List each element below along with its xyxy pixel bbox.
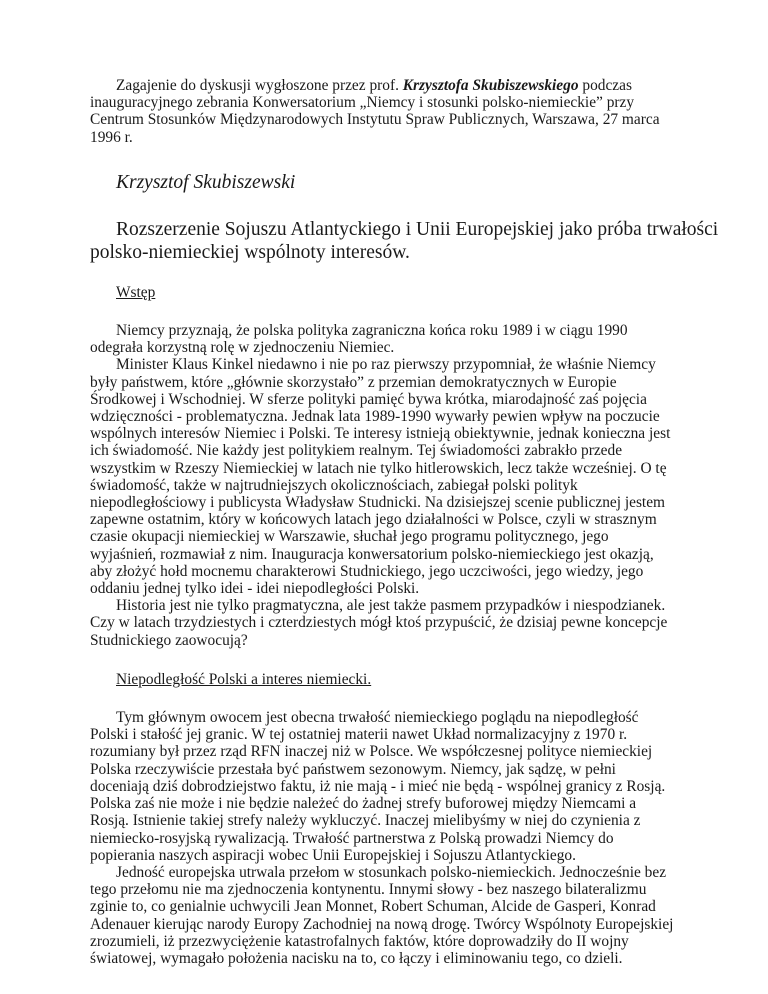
text-line: Środkowej i Wschodniej. W sferze polityki pamięć bywa krótka, miarodajność zaś pojęcia	[90, 390, 647, 408]
text-line: popierania naszych aspiracji wobec Unii Europejskiej i Sojuszu Atlantyckiego.	[90, 846, 576, 864]
text-line: czasie okupacji niemieckiej w Warszawie, słuchał jego programu politycznego, jego	[90, 528, 609, 546]
intro-line-3: Centrum Stosunków Międzynarodowych Instytutu Spraw Publicznych, Warszawa, 27 marca	[90, 111, 660, 129]
text-line: świadomość, także w najtrudniejszych okolicznościach, zabiegał polski polityk	[90, 476, 578, 494]
text-line: Niemcy przyznają, że polska polityka zagraniczna końca roku 1989 i w ciągu 1990	[116, 322, 628, 340]
text-line: Jedność europejska utrwala przełom w stosunkach polsko-niemieckich. Jednocześnie bez	[116, 863, 667, 881]
text-line: zapewne ostatnim, który w końcowych latach jego działalności w Polsce, czyli w strasznym	[90, 511, 657, 529]
intro-rest-text: podczas	[578, 77, 632, 94]
intro-lead-text: Zagajenie do dyskusji wygłoszone przez prof.	[116, 77, 403, 94]
text-line: Polska zaś nie może i nie będzie należeć do żadnej strefy buforowej między Niemcami a	[90, 795, 637, 813]
intro-paragraph	[90, 77, 661, 146]
text-line: światowej, wymagało położenia nacisku na to, co łączy i eliminowaniu tego, co dzieli.	[90, 949, 623, 967]
text-line: tego przełomu nie ma zjednoczenia kontynentu. Innymi słowy - bez naszego bilateralizmu	[90, 881, 647, 899]
text-line: Czy w latach trzydziestych i czterdziestych mógł ktoś przypuścić, że dzisiaj pewne koncepcje	[90, 614, 668, 632]
text-line: niepodległościowy i publicysta Władysław Studnicki. Na dzisiejszej scenie publicznej jestem	[90, 494, 666, 512]
text-line: Polska rzeczywiście przestała być państwem sezonowym. Niemcy, jak sądzę, w pełni	[90, 760, 616, 778]
text-line: Rosją. Istnienie takiej strefy należy wykluczyć. Inaczej mielibyśmy w niej do czynienia z	[90, 812, 641, 830]
title-line-1: Rozszerzenie Sojuszu Atlantyckiego i Unii Europejskiej jako próba trwałości	[116, 218, 719, 240]
text-line: ich świadomość. Nie każdy jest politykiem realnym. Tej świadomości zabrakło przede	[90, 442, 623, 460]
section-independence-body	[90, 709, 674, 967]
text-line: zginie to, co genialnie uchwycili Jean Monnet, Robert Schuman, Alcide de Gasperi, Konrad	[90, 898, 656, 916]
text-line: zrozumieli, iż przezwyciężenie katastrofalnych faktów, które doprowadziły do II wojny	[90, 932, 629, 950]
section-heading-intro: Wstęp	[116, 283, 156, 301]
text-line: Polski i stałość jej granic. W tej ostatniej materii nawet Układ normalizacyjny z 1970 r.	[90, 726, 628, 744]
text-line: Historia jest nie tylko pragmatyczna, ale jest także pasmem przypadków i niespodzianek.	[116, 597, 666, 615]
section-intro-body	[90, 322, 671, 649]
section-heading-independence: Niepodległość Polski a interes niemiecki.	[116, 670, 372, 688]
text-line: były państwem, które „głównie skorzystało” z przemian demokratycznych w Europie	[90, 373, 617, 391]
text-line: wspólnych interesów Niemiec i Polski. Te interesy istnieją obiektywnie, jednak konieczna jest	[90, 425, 671, 443]
intro-line-2: inauguracyjnego zebrania Konwersatorium „Niemcy i stosunki polsko-niemieckie” przy	[90, 94, 635, 112]
text-line: Adenauer kierując narody Europy Zachodniej na nową drogę. Twórcy Wspólnoty Europejskiej	[90, 915, 674, 933]
text-line: rozumiany był przez rząd RFN inaczej niż w Polsce. We współczesnej polityce niemieckiej	[90, 743, 653, 761]
text-line: aby złożyć hołd mocnemu charakterowi Studnickiego, jego uczciwości, jego wiedzy, jego	[90, 562, 644, 580]
text-line: wszystkim w Rzeszy Niemieckiej w latach nie tylko hitlerowskich, lecz także wcześniej. O tę	[90, 459, 667, 477]
text-line: niemiecko-rosyjską rywalizacją. Trwałość partnerstwa z Polską prowadzi Niemcy do	[90, 829, 614, 847]
text-line: odegrała korzystną rolę w zjednoczeniu Niemiec.	[90, 339, 395, 357]
text-line: Tym głównym owocem jest obecna trwałość niemieckiego poglądu na niepodległość	[116, 709, 639, 727]
speaker-name: Krzysztofa Skubiszewskiego	[402, 77, 579, 94]
text-line: wyjaśnień, rozmawiał z nim. Inauguracja konwersatorium polsko-niemieckiego jest okazją,	[90, 545, 654, 563]
text-line: oddaniu jednej tylko idei - idei niepodległości Polski.	[90, 580, 420, 598]
author-name: Krzysztof Skubiszewski	[116, 171, 296, 193]
text-line: doceniają dziś dobrodziejstwo faktu, iż nie mają - i mieć nie będą - wspólnej granicy z Rosją.	[90, 777, 666, 795]
title-line-2: polsko-niemieckiej wspólnoty interesów.	[90, 241, 410, 263]
text-line: Minister Klaus Kinkel niedawno i nie po raz pierwszy przypomniał, że właśnie Niemcy	[116, 356, 656, 374]
intro-line-1	[116, 77, 661, 94]
text-line: Studnickiego zaowocują?	[90, 631, 248, 649]
intro-line-4: 1996 r.	[90, 128, 133, 146]
text-line: wdzięczności - problematyczna. Jednak lata 1989-1990 wywarły pewien wpływ na poczucie	[90, 408, 660, 426]
document-page	[90, 77, 719, 967]
document-title	[90, 218, 719, 264]
